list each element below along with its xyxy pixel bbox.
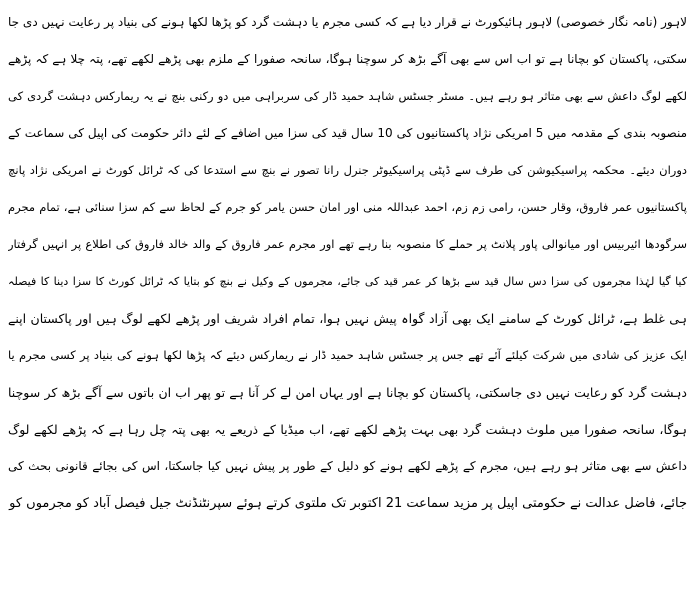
article-line: لاہور (نامہ نگار خصوصی) لاہور ہائیکورٹ نے قرار دیا ہے کہ کسی مجرم یا دہشت گرد کو پڑھا لکھا ہونے کی بنیاد پر رعایت نہیں دی جا bbox=[8, 15, 687, 29]
article-line: دوران دیئے۔ محکمہ پراسیکیوشن کی طرف سے ڈپٹی پراسیکیوٹر جنرل رانا تصور نے بنچ سے استدعا کی کہ ٹرائل کورٹ نے امریکی نژاد پانچ bbox=[8, 163, 687, 177]
article-line: سرگودھا ائیربیس اور میانوالی پاور پلانٹ پر حملے کا منصوبہ بنا رہے تھے اور مجرم عمر فاروق کے والد خالد فاروق کی اطلاع پر انہیں گرفتار bbox=[8, 237, 687, 251]
article-line: سکتی، پاکستان کو بچانا ہے تو اب اس سے بھی آگے بڑھ کر سوچنا ہوگا، سانحہ صفورا کے ملزم بھی پڑھے لکھے تھے، پتہ چلا ہے کہ پڑھے bbox=[8, 52, 687, 66]
article-line: داعش سے بھی متاثر ہو رہے ہیں، مجرم کے پڑھے لکھے ہونے کو دلیل کے طور پر پیش نہیں کیا جاسکتا، اس کی بجائے قانونی بحث کی bbox=[8, 459, 687, 473]
article-line: پاکستانیوں عمر فاروق، وقار حسن، رامی زم زم، احمد عبداللہ منی اور امان حسن یامر کو جرم کے لحاظ سے کم سزا سنائی ہے، تمام مجرم bbox=[8, 200, 687, 214]
article-line: جائے، فاضل عدالت نے حکومتی اپیل پر مزید سماعت 21 اکتوبر تک ملتوی کرتے ہوئے سپرنٹنڈنٹ جیل فیصل آباد کو مجرموں کو bbox=[9, 496, 687, 511]
article-line: ہی غلط ہے، ٹرائل کورٹ کے سامنے ایک بھی آزاد گواہ پیش نہیں ہوا، تمام افراد شریف اور پڑھے لکھے لوگ ہیں اور پاکستان اپنے bbox=[8, 311, 687, 326]
article-line: کیا گیا لہٰذا مجرموں کی سزا دس سال قید سے بڑھا کر عمر قید کی جائے، مجرموں کے وکیل نے بنچ کو بتایا کہ ٹرائل کورٹ کا سزا دینا کا فیصلہ bbox=[8, 275, 687, 288]
article-line: لکھے لوگ داعش سے بھی متاثر ہو رہے ہیں۔ مسٹر جسٹس شاہد حمید ڈار کی سربراہی میں دو رکنی بنچ نے یہ ریمارکس دہشت گردی کی bbox=[8, 89, 687, 103]
article-line: دہشت گرد کو رعایت نہیں دی جاسکتی، پاکستان کو بچانا ہے اور یہاں امن لے کر آنا ہے تو پھر اب ان باتوں سے آگے بڑھ کر سوچنا bbox=[8, 385, 687, 400]
article-line: ایک عزیز کی شادی میں شرکت کیلئے آئے تھے جس پر جسٹس شاہد حمید ڈار نے ریمارکس دیئے کہ پڑھا لکھا ہونے کی بنیاد پر کسی مجرم یا bbox=[8, 348, 687, 362]
article-line: ہوگا، سانحہ صفورا میں ملوث دہشت گرد بھی بہت پڑھے لکھے تھے، اب میڈیا کے ذریعے یہ بھی پتہ چل رہا ہے کہ پڑھے لکھے لوگ bbox=[8, 422, 687, 437]
article-line: منصوبہ بندی کے مقدمہ میں 5 امریکی نژاد پاکستانیوں کی 10 سال قید کی سزا میں اضافے کے لئے دائر حکومت کی اپیل کی سماعت کے bbox=[8, 126, 687, 140]
